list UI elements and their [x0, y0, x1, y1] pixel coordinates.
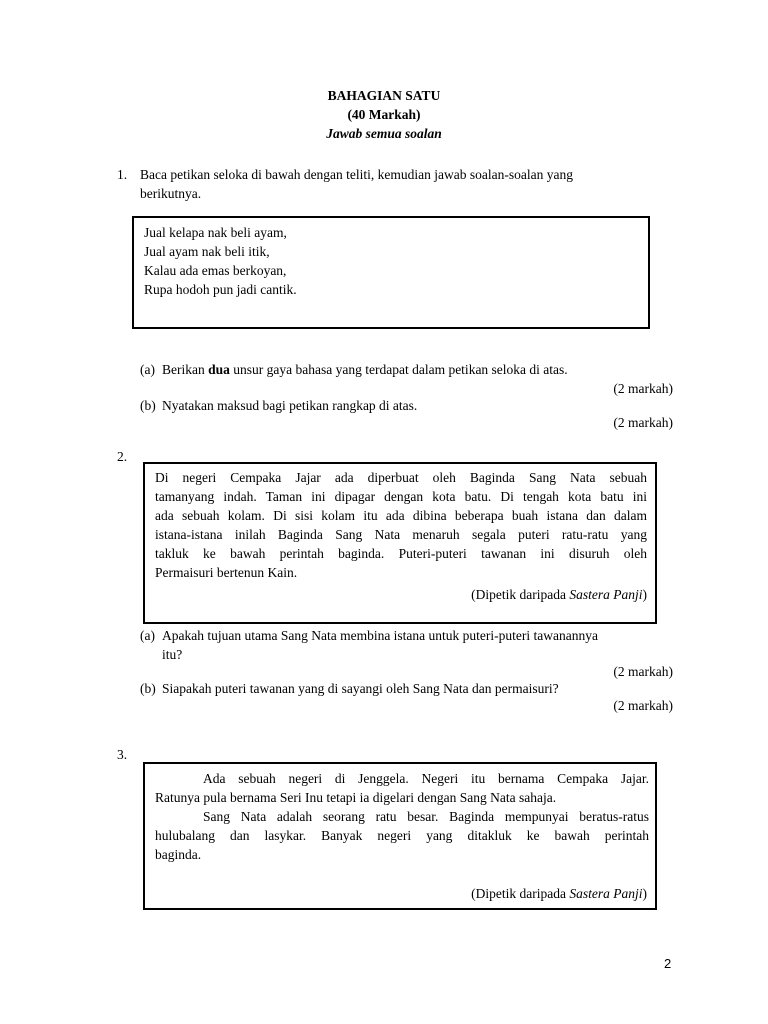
q2-a-marks: (2 markah): [613, 664, 673, 679]
passage-line: tamanyang indah. Taman ini dipagar dengan kota batu. Di tengah kota batu ini: [155, 489, 647, 504]
passage-line: Ratunya pula bernama Seri Inu tetapi ia digelari dengan Sang Nata sahaja.: [155, 790, 557, 805]
q3-number: 3.: [117, 747, 128, 762]
q1-a-marks: (2 markah): [613, 381, 673, 396]
passage-line: Sang Nata adalah seorang ratu besar. Baginda mempunyai beratus-ratus: [203, 809, 649, 824]
q2-source: (Dipetik daripada Sastera Panji): [471, 587, 647, 602]
poem-line: Jual kelapa nak beli ayam,: [144, 225, 287, 240]
passage-line: istana-istana inilah Baginda Sang Nata menaruh segala puteri ratu-ratu yang: [155, 527, 647, 542]
q3-passage-box: [143, 762, 657, 910]
q2-b-label: (b): [140, 681, 156, 696]
section-title: BAHAGIAN SATU: [327, 88, 441, 103]
q1-number: 1.: [117, 167, 128, 182]
q1-b-label: (b): [140, 398, 156, 413]
q1-b-question: Nyatakan maksud bagi petikan rangkap di atas.: [162, 398, 418, 413]
q2-passage-box: [143, 462, 657, 624]
q2-a-question-line2: itu?: [162, 647, 183, 662]
poem-line: Jual ayam nak beli itik,: [144, 244, 270, 259]
q2-b-question: Siapakah puteri tawanan yang di sayangi oleh Sang Nata dan permaisuri?: [162, 681, 559, 696]
poem-line: Kalau ada emas berkoyan,: [144, 263, 287, 278]
section-instruction: Jawab semua soalan: [326, 126, 442, 141]
q1-intro-line2: berikutnya.: [140, 186, 202, 201]
passage-line: Di negeri Cempaka Jajar ada diperbuat oleh Baginda Sang Nata sebuah: [155, 470, 647, 485]
q1-poem-box: [132, 216, 650, 329]
section-marks: (40 Markah): [347, 107, 421, 122]
q2-a-question-line1: Apakah tujuan utama Sang Nata membina istana untuk puteri-puteri tawanannya: [162, 628, 598, 643]
q1-b-marks: (2 markah): [613, 415, 673, 430]
poem-line: Rupa hodoh pun jadi cantik.: [144, 282, 297, 297]
passage-line: baginda.: [155, 847, 202, 862]
passage-line: ada sebuah kolam. Di sisi kolam itu ada dibina beberapa buah istana dan dalam: [155, 508, 647, 523]
q1-a-question: Berikan dua unsur gaya bahasa yang terdapat dalam petikan seloka di atas.: [162, 362, 568, 377]
q1-intro-line1: Baca petikan seloka di bawah dengan teliti, kemudian jawab soalan-soalan yang: [140, 167, 573, 182]
q2-b-marks: (2 markah): [613, 698, 673, 713]
page-number: 2: [664, 956, 672, 971]
q1-a-label: (a): [140, 362, 155, 377]
q3-source: (Dipetik daripada Sastera Panji): [471, 886, 647, 901]
passage-line: takluk ke bawah perintah baginda. Puteri-puteri tawanan ini disuruh oleh: [155, 546, 647, 561]
q2-number: 2.: [117, 449, 128, 464]
passage-line: Ada sebuah negeri di Jenggela. Negeri itu bernama Cempaka Jajar.: [203, 771, 649, 786]
passage-line: hulubalang dan lasykar. Banyak negeri yang ditakluk ke bawah perintah: [155, 828, 649, 843]
passage-line: Permaisuri bertenun Kain.: [155, 565, 298, 580]
q2-a-label: (a): [140, 628, 155, 643]
